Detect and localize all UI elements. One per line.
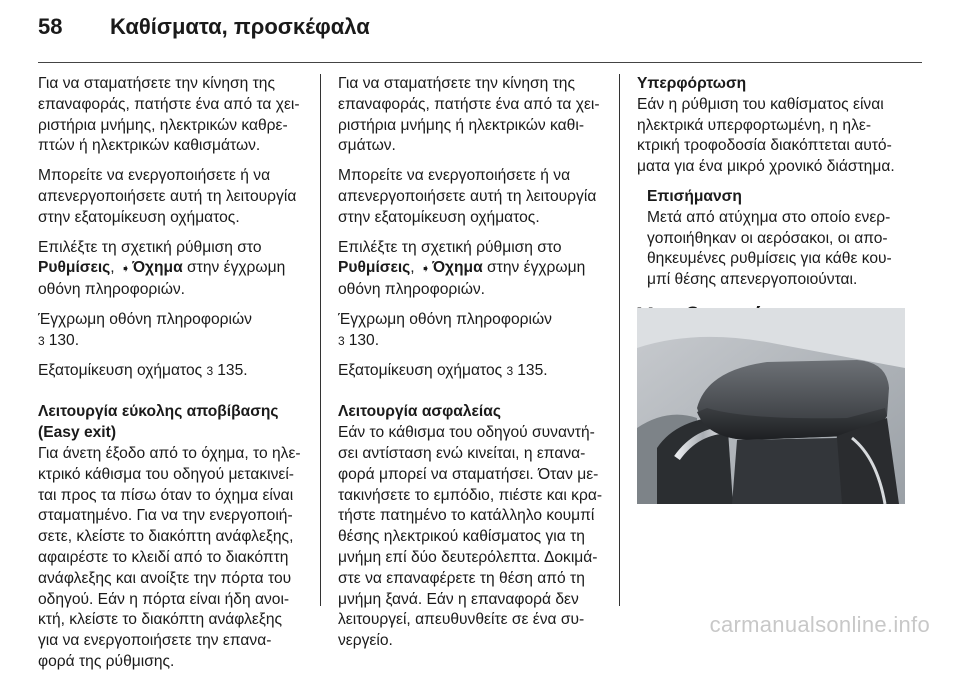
paragraph: Επιλέξτε τη σχετική ρύθμιση στο Ρυθμίσεις, ➧ Όχημα στην έγχρωμη οθόνη πληροφοριών. [38, 238, 286, 299]
paragraph: Για άνετη έξοδο από το όχημα, το ηλε- κτρικό κάθισμα του οδηγού μετακινεί- ται προς τα πίσω όταν το όχημα είναι σταματημένο. Για να την ενεργοποιή- σετε, κλείστε το διακόπτη ανάφλεξης, αφαιρέστε το κλειδί από το διακόπτη ανάφλεξης και ανοίξτε την πόρτα του οδηγού. Εάν η πόρτα είναι ήδη ανοι- κτή, κλείστε το διακόπτη ανάφλεξης για να ενεργοποιήσετε την επανα- φορά της ρύθμισης. [38, 444, 301, 670]
armrest-illustration [637, 308, 905, 504]
text: Εξατομίκευση οχήματος [38, 361, 203, 379]
text: Έγχρωμη οθόνη πληροφοριών [338, 310, 552, 328]
subheading: Λειτουργία ασφαλείας [338, 403, 501, 421]
text: Επιλέξτε τη σχετική ρύθμιση στο [338, 238, 562, 256]
note-heading: Επισήμανση [647, 187, 742, 205]
cross-reference[interactable] [38, 361, 306, 382]
page-ref: 130. [48, 331, 80, 349]
subheading: Υπερφόρτωση [637, 75, 747, 92]
paragraph: Επιλέξτε τη σχετική ρύθμιση στο Ρυθμίσεις, ➧ Όχημα στην έγχρωμη οθόνη πληροφοριών. [338, 238, 586, 299]
watermark: carmanualsonline.info [709, 612, 930, 637]
column-1 [38, 74, 306, 682]
subheading: Λειτουργία εύκολης αποβίβασης (Easy exit) [38, 403, 279, 442]
menu-vehicle-label: Όχημα [132, 259, 183, 277]
menu-vehicle-label: Όχημα [432, 259, 483, 277]
paragraph: Μπορείτε να ενεργοποιήσετε ή να απενεργοποιήσετε αυτή τη λειτουργία στην εξατομίκευση οχήματος. [38, 167, 297, 226]
text: Εξατομίκευση οχήματος [338, 361, 503, 379]
text: Επιλέξτε τη σχετική ρύθμιση στο [38, 238, 262, 256]
page-title: Καθίσματα, προσκέφαλα [110, 14, 370, 39]
column-3 [637, 74, 905, 345]
page-reference-icon: 3 [38, 333, 45, 348]
paragraph: Για να σταματήσετε την κίνηση της επαναφοράς, πατήστε ένα από τα χει- ριστήρια μνήμης ή ηλεκτρικών καθι- σμάτων. [338, 75, 600, 155]
paragraph: Εάν το κάθισμα του οδηγού συναντή- σει αντίσταση ενώ κινείται, η επανα- φορά μπορεί να σταματήσει. Όταν με- τακινήσετε το εμπόδιο, πιέστε και κρα- τήστε πατημένο το κατάλληλο κουμπί θέσης ηλεκτρικού καθίσματος για τη μνήμη επί δύο δευτερόλεπτα. Δοκιμά- στε να επαναφέρετε τη θέση από τη μνήμη ξανά. Εάν η επαναφορά δεν λειτουργεί, απευθυνθείτε σε ένα συ- νεργείο. [338, 424, 603, 650]
cross-reference[interactable] [38, 310, 306, 352]
paragraph: Εάν η ρύθμιση του καθίσματος είναι ηλεκτρικά υπερφορτωμένη, η ηλε- κτρική τροφοδοσία διακόπτεται αυτό- ματα για ένα μικρό χρονικό διάστημα. [637, 95, 895, 176]
arrow-icon: ➧ [420, 263, 431, 276]
column-2 [338, 74, 606, 661]
cross-reference[interactable] [338, 310, 606, 352]
menu-settings-label: Ρυθμίσεις [338, 259, 411, 277]
column-divider [320, 74, 321, 606]
page-reference-icon: 3 [338, 333, 345, 348]
armrest-photo [637, 308, 905, 504]
page-ref: 135. [217, 361, 248, 379]
header-divider [38, 62, 922, 63]
page-header [38, 14, 370, 54]
page-ref: 130. [348, 331, 380, 349]
page-ref: 135. [517, 361, 548, 379]
column-divider [619, 74, 620, 606]
paragraph: Για να σταματήσετε την κίνηση της επαναφοράς, πατήστε ένα από τα χει- ριστήρια μνήμης, ηλεκτρικών καθρε- πτών ή ηλεκτρικών καθισμάτων. [38, 75, 300, 155]
note-text: Μετά από ατύχημα στο οποίο ενερ- γοποιήθηκαν οι αερόσακοι, οι απο- θηκευμένες ρυθμίσεις για κάθε κου- μπί θέσης απενεργοποιούνται. [647, 208, 892, 289]
arrow-icon: ➧ [120, 263, 131, 276]
text: στην έγχρωμη οθόνη πληροφοριών. [338, 259, 586, 299]
paragraph: Μπορείτε να ενεργοποιήσετε ή να απενεργοποιήσετε αυτή τη λειτουργία στην εξατομίκευση οχήματος. [338, 167, 597, 226]
cross-reference[interactable] [338, 361, 606, 382]
page-reference-icon: 3 [206, 363, 214, 378]
menu-settings-label: Ρυθμίσεις [38, 259, 111, 277]
text: στην έγχρωμη οθόνη πληροφοριών. [38, 259, 286, 299]
page-reference-icon: 3 [506, 363, 514, 378]
text: Έγχρωμη οθόνη πληροφοριών [38, 310, 252, 328]
page-number: 58 [38, 14, 63, 39]
note-box [647, 187, 905, 291]
